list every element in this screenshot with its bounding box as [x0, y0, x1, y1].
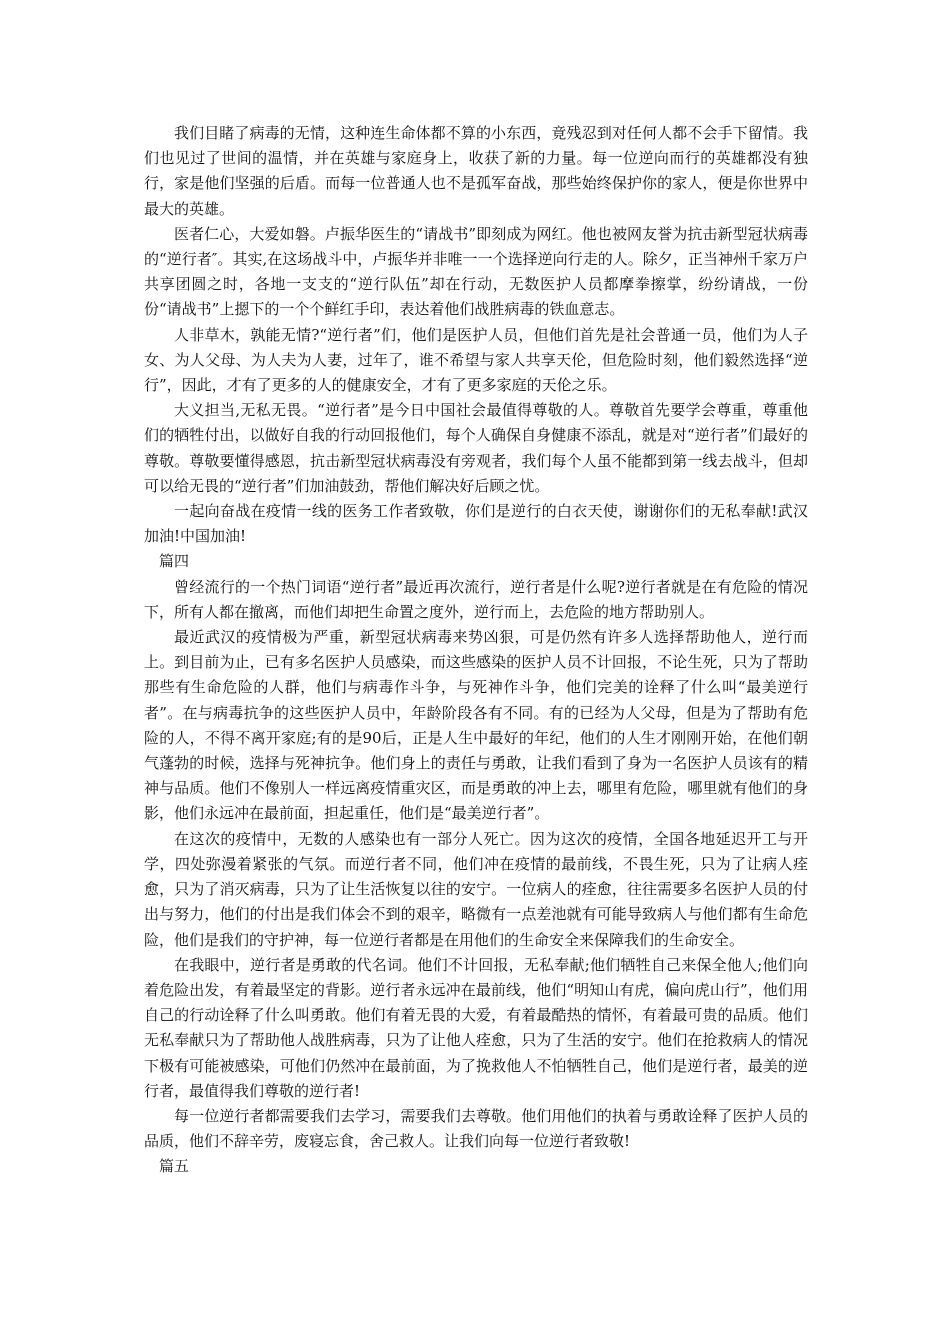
paragraph: 每一位逆行者都需要我们去学习，需要我们去尊敬。他们用他们的执着与勇敢诠释了医护人员的品质，他们不辞辛劳，废寝忘食，舍己救人。让我们向每一位逆行者致敬! [144, 1106, 808, 1151]
paragraph: 最近武汉的疫情极为严重，新型冠状病毒来势凶狠，可是仍然有许多人选择帮助他人，逆行而上。到目前为止，已有多名医护人员感染，而这些感染的医护人员不计回报，不论生死，只为了帮助那些有生命危险的人群，他们与病毒作斗争，与死神作斗争，他们完美的诠释了什么叫“最美逆行者”。在与病毒抗争的这些医护人员中，年龄阶段各有不同。有的已经为人父母，但是为了帮助有危险的人，不得不离开家庭;有的是90后，正是人生中最好的年纪，他们的人生才刚刚开始，在他们朝气蓬勃的时候，选择与死神抗争。他们身上的责任与勇敢，让我们看到了身为一名医护人员该有的精神与品质。他们不像别人一样远离疫情重灾区，而是勇敢的冲上去，哪里有危险，哪里就有他们的身影，他们永远冲在最前面，担起重任，他们是“最美逆行者”。 [144, 628, 808, 823]
paragraph: 医者仁心，大爱如磐。卢振华医生的“请战书”即刻成为网红。他也被网友誉为抗击新型冠状病毒的“逆行者″。其实,在这场战斗中，卢振华并非唯一一个选择逆向行走的人。除夕，正当神州千家万户共享团圆之时，各地一支支的“逆行队伍”却在行动，无数医护人员都摩拳擦掌，纷纷请战，一份份“请战书”上摁下的一个个鲜红手印，表达着他们战胜病毒的铁血意志。 [144, 224, 808, 319]
document-body [144, 121, 808, 1180]
paragraph: 大义担当,无私无畏。“逆行者”是今日中国社会最值得尊敬的人。尊敬首先要学会尊重，尊重他们的牺牲付出，以做好自我的行动回报他们，每个人确保自身健康不添乱，就是对“逆行者”们最好的尊敬。尊敬要懂得感恩，抗击新型冠状病毒没有旁观者，我们每个人虽不能都到第一线去战斗，但却可以给无畏的“逆行者”们加油鼓劲，帮他们解决好后顾之忧。 [144, 401, 808, 495]
paragraph: 曾经流行的一个热门词语“逆行者”最近再次流行，逆行者是什么呢?逆行者就是在有危险的情况下，所有人都在撤离，而他们却把生命置之度外，逆行而上，去危险的地方帮助别人。 [144, 577, 808, 621]
paragraph: 在我眼中，逆行者是勇敢的代名词。他们不计回报，无私奉献;他们牺牲自己来保全他人;他们向着危险出发，有着最坚定的背影。逆行者永远冲在最前线，他们“明知山有虎，偏向虎山行”，他们用自己的行动诠释了什么叫勇敢。他们有着无畏的大爱，有着最酷热的情怀，有着最可贵的品质。他们无私奉献只为了帮助他人战胜病毒，只为了让他人痊愈，只为了生活的安宁。他们在抢救病人的情况下极有可能被感染，可他们仍然冲在最前面，为了挽救他人不怕牺牲自己，他们是逆行者，最美的逆行者，最值得我们尊敬的逆行者! [144, 955, 808, 1100]
paragraph: 一起向奋战在疫情一线的医务工作者致敬，你们是逆行的白衣天使，谢谢你们的无私奉献!武汉加油!中国加油! [144, 502, 808, 546]
section-heading: 篇五 [159, 1157, 190, 1176]
paragraph: 在这次的疫情中，无数的人感染也有一部分人死亡。因为这次的疫情，全国各地延迟开工与开学，四处弥漫着紧张的气氛。而逆行者不同，他们冲在疫情的最前线，不畏生死，只为了让病人痊愈，只为了消灭病毒，只为了让生活恢复以往的安宁。一位病人的痊愈，往往需要多名医护人员的付出与努力，他们的付出是我们体会不到的艰辛，略微有一点差池就有可能导致病人与他们都有生命危险，他们是我们的守护神，每一位逆行者都是在用他们的生命安全来保障我们的生命安全。 [144, 829, 808, 949]
paragraph: 人非草木，孰能无情?“逆行者”们，他们是医护人员，但他们首先是社会普通一员，他们为人子女、为人父母、为人夫为人妻，过年了，谁不希望与家人共享天伦，但危险时刻，他们毅然选择“逆行”，因此，才有了更多的人的健康安全，才有了更多家庭的天伦之乐。 [144, 325, 808, 395]
section-heading: 篇四 [159, 552, 190, 571]
paragraph: 我们目睹了病毒的无情，这种连生命体都不算的小东西，竟残忍到对任何人都不会手下留情。我们也见过了世间的温情，并在英雄与家庭身上，收获了新的力量。每一位逆向而行的英雄都没有独行，家是他们坚强的后盾。而每一位普通人也不是孤军奋战，那些始终保护你的家人，便是你世界中最大的英雄。 [144, 124, 808, 218]
